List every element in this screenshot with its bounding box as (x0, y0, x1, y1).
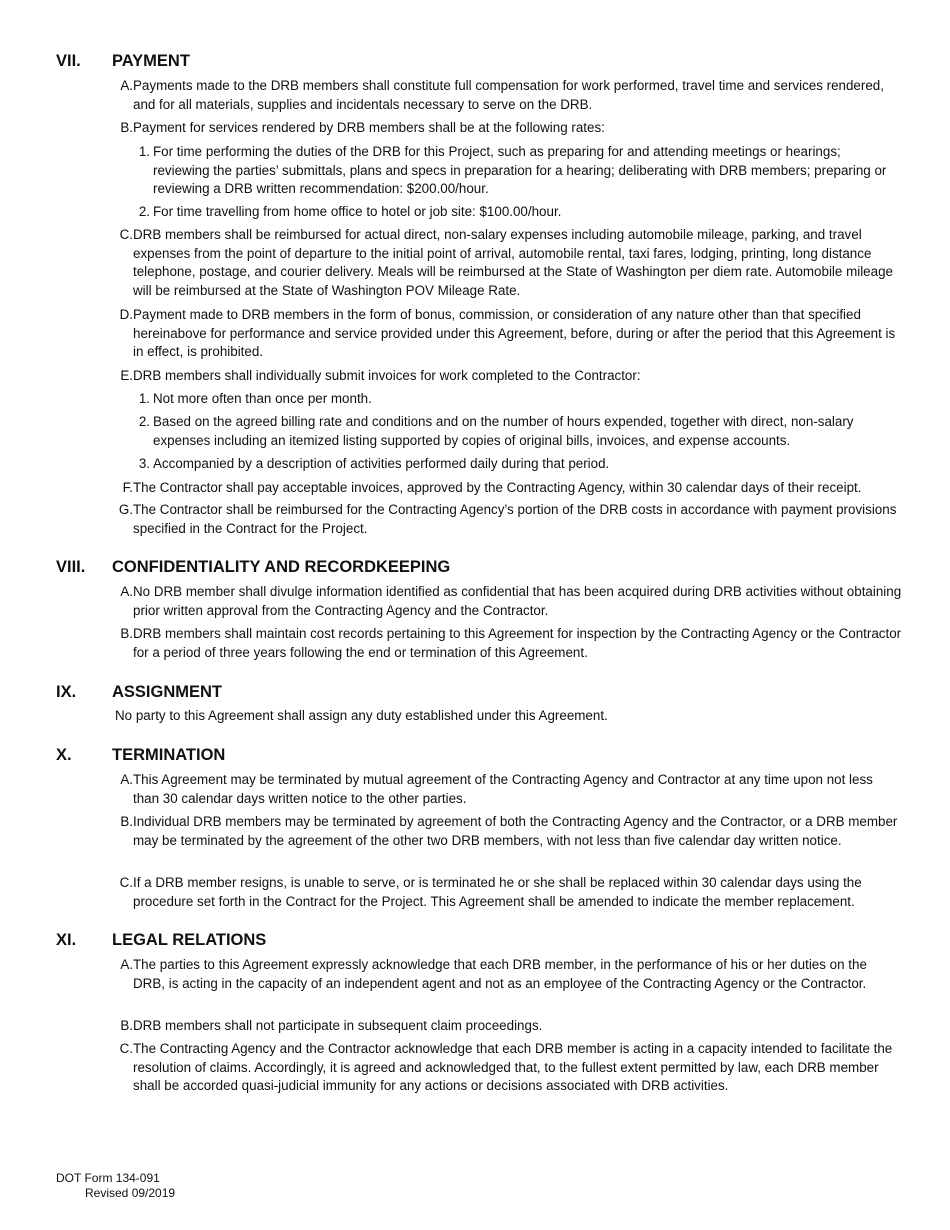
item-label: A. (120, 772, 133, 787)
subitem-text: For time performing the duties of the DRB for this Project, such as preparing for and attending meetings or hearings; reviewing the parties’ submittals, plans and specs in preparation for a hearing; deliberating with DRB members; preparing or reviewing a DRB written recommendation: $200.00/hour. (153, 144, 887, 197)
section-heading-payment (56, 51, 190, 71)
subitem-label: 1. (138, 144, 150, 159)
item-label: D. (119, 307, 133, 322)
subitem-text: Based on the agreed billing rate and conditions and on the number of hours expended, together with direct, non-salary expenses including an itemized listing supported by copies of original bills, invoices, and expense accounts. (153, 414, 854, 448)
legal-item-b (112, 1017, 902, 1036)
subitem-label: 2. (138, 204, 150, 219)
item-text: The Contracting Agency and the Contractor acknowledge that each DRB member is acting in a capacity intended to facilitate the resolution of claims. Accordingly, it is agreed and acknowledged that, to the fullest extent permitted by law, each DRB member shall be accorded quasi-judicial immunity for any actions or decisions associated with DRB activities. (133, 1041, 893, 1094)
item-text: The Contractor shall pay acceptable invoices, approved by the Contracting Agency, within 30 calendar days of their receipt. (133, 480, 862, 495)
subitem-label: 3. (138, 456, 150, 471)
item-text: If a DRB member resigns, is unable to serve, or is terminated he or she shall be replaced within 30 calendar days using the procedure set forth in the Contract for the Project. This Agreement shall be amended to indicate the member replacement. (133, 875, 862, 909)
termination-item-b (112, 813, 902, 850)
item-text: Payment made to DRB members in the form of bonus, commission, or consideration of any nature other than that specified hereinabove for performance and service provided under this Agreement, before, during or after the period that this Agreement is in effect, is prohibited. (133, 307, 896, 360)
item-text: DRB members shall not participate in subsequent claim proceedings. (133, 1018, 543, 1033)
section-title: TERMINATION (112, 746, 226, 764)
payment-item-c (112, 226, 902, 300)
section-number: IX. (56, 683, 77, 701)
item-text: No DRB member shall divulge information identified as confidential that has been acquired during DRB activities without obtaining prior written approval from the Contracting Agency and the Contractor. (133, 584, 902, 618)
item-label: A. (120, 957, 133, 972)
subitem-text: Accompanied by a description of activities performed daily during that period. (153, 456, 610, 471)
invoice-rule-2 (132, 413, 892, 450)
item-label: C. (119, 227, 133, 242)
item-text: The Contractor shall be reimbursed for the Contracting Agency’s portion of the DRB costs in accordance with payment provisions specified in the Contract for the Project. (133, 502, 897, 536)
item-label: A. (120, 78, 133, 93)
item-label: B. (120, 120, 133, 135)
section-title: ASSIGNMENT (112, 683, 223, 701)
subitem-text: For time travelling from home office to hotel or job site: $100.00/hour. (153, 204, 562, 219)
payment-item-b (112, 119, 902, 138)
payment-item-d (112, 306, 902, 362)
item-text: DRB members shall maintain cost records pertaining to this Agreement for inspection by the Contracting Agency or the Contractor for a period of three years following the end or termination of this Agreement. (133, 626, 902, 660)
page-footer (56, 1171, 175, 1200)
payment-rate-1 (132, 143, 892, 199)
item-text: Payment for services rendered by DRB members shall be at the following rates: (133, 120, 605, 135)
item-text: Individual DRB members may be terminated by agreement of both the Contracting Agency and the Contractor, or a DRB member may be terminated by the agreement of the other two DRB members, with not less than five calendar day written notice. (133, 814, 898, 848)
termination-item-c (112, 874, 902, 911)
item-text: DRB members shall be reimbursed for actual direct, non-salary expenses including automobile mileage, parking, and travel expenses from the point of departure to the initial point of arrival, automobile rental, taxi fares, lodging, printing, long distance telephone, postage, and courier delivery. Meals will be reimbursed at the State of Washington per diem rate. Automobile mileage will be reimbursed at the State of Washington POV Mileage Rate. (133, 227, 893, 298)
item-label: B. (120, 626, 133, 641)
section-heading-legal-relations (56, 930, 266, 950)
termination-item-a (112, 771, 902, 808)
section-title: CONFIDENTIALITY AND RECORDKEEPING (112, 558, 451, 576)
section-number: X. (56, 746, 72, 764)
revision-date: Revised 09/2019 (85, 1185, 176, 1200)
invoice-rule-3 (132, 455, 892, 474)
section-number: VIII. (56, 558, 86, 576)
payment-item-g (112, 501, 902, 538)
payment-item-f (112, 479, 902, 498)
item-label: A. (120, 584, 133, 599)
assignment-text: No party to this Agreement shall assign any duty established under this Agreement. (115, 708, 608, 723)
item-label: F. (122, 480, 133, 495)
section-number: VII. (56, 52, 81, 70)
form-number: DOT Form 134-091 (56, 1171, 160, 1185)
item-label: B. (120, 814, 133, 829)
payment-rate-2 (132, 203, 892, 222)
section-heading-termination (56, 745, 225, 765)
item-text: DRB members shall individually submit invoices for work completed to the Contractor: (133, 368, 641, 383)
section-title: LEGAL RELATIONS (112, 931, 267, 949)
item-label: E. (120, 368, 133, 383)
section-number: XI. (56, 931, 77, 949)
item-text: This Agreement may be terminated by mutual agreement of the Contracting Agency and Contractor at any time upon not less than 30 calendar days written notice to the other parties. (133, 772, 873, 806)
invoice-rule-1 (132, 390, 892, 409)
subitem-text: Not more often than once per month. (153, 391, 372, 406)
payment-item-a (112, 77, 902, 114)
item-label: C. (119, 875, 133, 890)
confidentiality-item-b (112, 625, 902, 662)
legal-item-c (112, 1040, 902, 1096)
item-label: G. (118, 502, 133, 517)
section-heading-assignment (56, 682, 222, 702)
item-text: Payments made to the DRB members shall constitute full compensation for work performed, travel time and services rendered, and for all materials, supplies and incidentals necessary to serve on the DRB. (133, 78, 884, 112)
payment-item-e (112, 367, 902, 386)
item-label: C. (119, 1041, 133, 1056)
section-title: PAYMENT (112, 52, 190, 70)
confidentiality-item-a (112, 583, 902, 620)
section-heading-confidentiality (56, 557, 450, 577)
item-label: B. (120, 1018, 133, 1033)
subitem-label: 1. (138, 391, 150, 406)
subitem-label: 2. (138, 414, 150, 429)
legal-item-a (112, 956, 902, 993)
item-text: The parties to this Agreement expressly acknowledge that each DRB member, in the performance of his or her duties on the DRB, is acting in the capacity of an independent agent and not as an employee of the Contracting Agency or the Contractor. (133, 957, 867, 991)
